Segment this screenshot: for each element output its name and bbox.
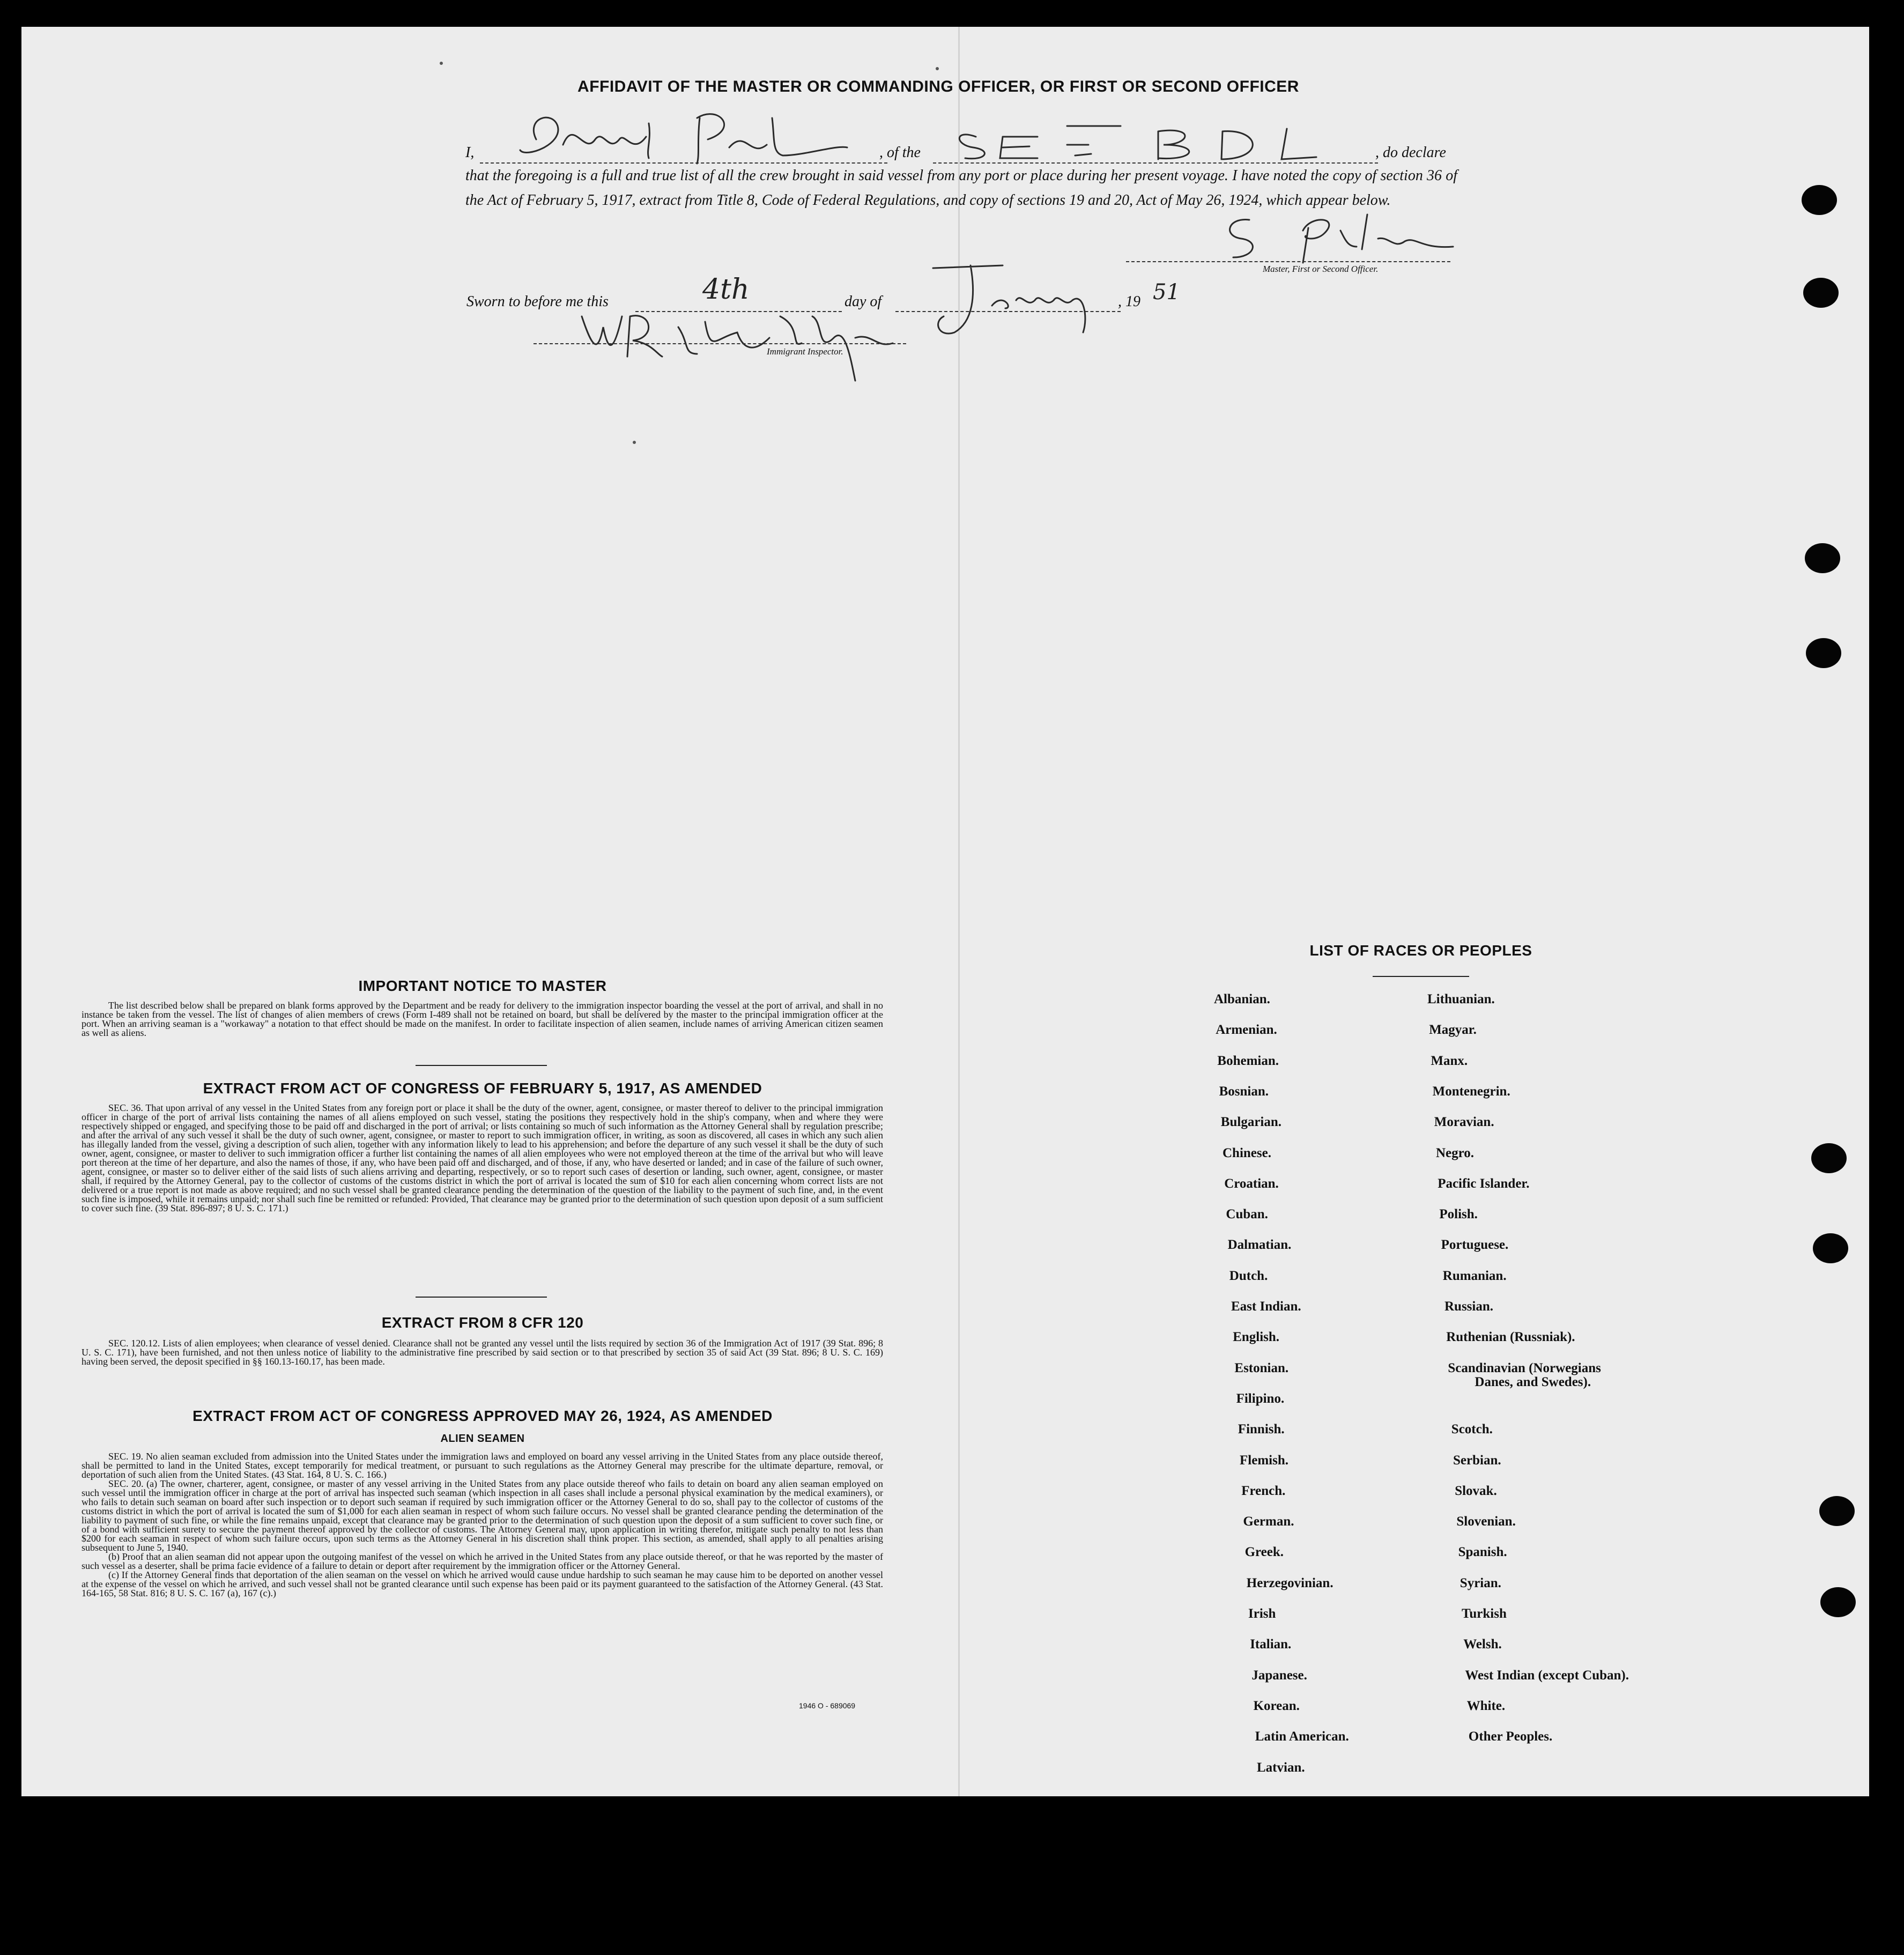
punch-hole bbox=[1803, 278, 1839, 308]
punch-hole bbox=[1802, 185, 1837, 215]
race-item: German. bbox=[1243, 1514, 1294, 1529]
section-20a-text: SEC. 20. (a) The owner, charterer, agent, consignee, or master of any vessel arriving in the United States from any place outside thereof who fails to detain on board any alien seaman employed on such vessel until the immigration officer in charge at the port of arrival has inspected such seaman (which inspection in all cases shall include a personal physical examination by the medical examiners), or who fails to detain such seaman on board after such inspection or to deport such seaman if required by such immigration officer or the Attorney General to do so, shall pay to the collector of customs of the customs district in which the port of arrival is located the sum of $1,000 for each alien seaman in respect of whom such failure occurs. No vessel shall be granted clearance pending the determination of the liability to payment of such fine, or while the fine remains unpaid, except that clearance may be granted prior to the determination of such question upon the deposit of a sum sufficient to cover such fine, or of a bond with sufficient surety to secure the payment thereof approved by the collector of customs. The Attorney General may, upon application in writing therefor, mitigate such penalty to not less than $200 for each seaman in respect of whom such failure occurs, upon such terms as the Attorney General in his discretion shall think proper. This section, as amended, shall apply to all penalties arising subsequent to June 5, 1940. bbox=[82, 1478, 883, 1553]
race-item: Moravian. bbox=[1434, 1115, 1494, 1130]
day-of-label: day of bbox=[844, 293, 882, 310]
race-item: Russian. bbox=[1444, 1299, 1494, 1314]
race-item: Italian. bbox=[1250, 1637, 1292, 1652]
race-item: Rumanian. bbox=[1442, 1268, 1507, 1283]
race-item: Japanese. bbox=[1251, 1668, 1307, 1683]
race-item: Korean. bbox=[1253, 1698, 1300, 1713]
race-item: Herzegovinian. bbox=[1246, 1575, 1333, 1590]
print-number: 1946 O - 689069 bbox=[799, 1701, 856, 1710]
race-item: Scandinavian (Norwegians bbox=[1448, 1360, 1601, 1375]
races-title: LIST OF RACES OR PEOPLES bbox=[1309, 942, 1532, 959]
punch-hole bbox=[1819, 1496, 1855, 1526]
race-item: Serbian. bbox=[1453, 1453, 1501, 1468]
race-item: Turkish bbox=[1462, 1606, 1507, 1621]
race-item: Scotch. bbox=[1451, 1422, 1493, 1437]
race-item: Slovenian. bbox=[1456, 1514, 1516, 1529]
race-item: Pacific Islander. bbox=[1438, 1176, 1530, 1191]
race-item: English. bbox=[1233, 1330, 1280, 1345]
sworn-label: Sworn to before me this bbox=[466, 293, 609, 310]
punch-hole bbox=[1820, 1587, 1856, 1617]
name-handwriting bbox=[515, 107, 858, 166]
extract-1924-subtitle: ALIEN SEAMEN bbox=[440, 1433, 525, 1445]
race-item: Latvian. bbox=[1257, 1760, 1305, 1775]
race-item: Flemish. bbox=[1240, 1453, 1288, 1468]
race-item: Irish bbox=[1248, 1606, 1276, 1621]
year-suffix: 51 bbox=[1153, 280, 1180, 305]
race-item: Estonian. bbox=[1234, 1360, 1289, 1375]
race-item: Lithuanian. bbox=[1427, 992, 1495, 1006]
divider bbox=[416, 1065, 547, 1066]
race-item: Chinese. bbox=[1223, 1145, 1271, 1160]
race-item-continuation: Danes, and Swedes). bbox=[1475, 1374, 1591, 1389]
race-item: Negro. bbox=[1436, 1145, 1475, 1160]
race-item: Cuban. bbox=[1226, 1207, 1268, 1222]
section-20c-text: (c) If the Attorney General finds that deportation of the alien seaman on the vessel on which he arrived would cause undue hardship to such seaman he may cause him to be deported on another vessel at the expense of the vessel on which he arrived, and such vessel shall not be granted clearance until such expense has been paid or its payment guaranteed to the satisfaction of the Attorney General. (43 Stat. 164-165, 58 Stat. 816; 8 U. S. C. 167 (a), 167 (c).) bbox=[82, 1569, 883, 1598]
master-label: Master, First or Second Officer. bbox=[1263, 264, 1379, 274]
race-item: Spanish. bbox=[1458, 1545, 1507, 1560]
sworn-day: 4th bbox=[702, 273, 750, 306]
race-item: East Indian. bbox=[1231, 1299, 1301, 1314]
section-20b-text: (b) Proof that an alien seaman did not appear upon the outgoing manifest of the vessel on which he arrived in the United States from any place outside thereof, or that he was reported by the master of such vessel as a deserter, shall be prima facie evidence of a failure to detain or deport after requirement by the immigration officer or the Attorney General. bbox=[82, 1551, 883, 1571]
race-item: Montenegrin. bbox=[1432, 1084, 1510, 1099]
master-signature-line bbox=[1126, 261, 1450, 262]
year-prefix: , 19 bbox=[1118, 293, 1140, 310]
notice-title: IMPORTANT NOTICE TO MASTER bbox=[358, 978, 607, 994]
affidavit-paragraph: that the foregoing is a full and true list of all the crew brought in said vessel from any port or place during her present voyage. I have noted the copy of section 36 of the Act of February 5, 1917, extract from Title 8, Code of Federal Regulations, and copy of sections 19 and 20, Act of May 26, 1924, which appear below. bbox=[465, 167, 1457, 209]
divider bbox=[1373, 976, 1469, 977]
race-item: Ruthenian (Russniak). bbox=[1446, 1330, 1575, 1345]
punch-hole bbox=[1811, 1143, 1847, 1173]
punch-hole bbox=[1805, 543, 1840, 573]
race-item: Portuguese. bbox=[1441, 1238, 1509, 1253]
section-19-text: SEC. 19. No alien seaman excluded from admission into the United States under the immigration laws and employed on board any vessel arriving in the United States from any place outside thereof, shall be permitted to land in the United States, except temporarily for medical treatment, or pursuant to such regulations as the Attorney General may prescribe for the ultimate departure, removal, or deportation of such alien from the United States. (43 Stat. 164, 8 U. S. C. 166.) bbox=[82, 1451, 883, 1480]
vessel-handwriting bbox=[944, 115, 1319, 164]
race-item: Greek. bbox=[1244, 1545, 1284, 1560]
inspector-signature-line bbox=[534, 343, 906, 344]
race-item: French. bbox=[1241, 1483, 1286, 1498]
race-item: Bohemian. bbox=[1217, 1053, 1279, 1068]
race-item: Armenian. bbox=[1216, 1023, 1277, 1038]
inspector-signature bbox=[576, 306, 898, 386]
speck bbox=[633, 441, 636, 444]
race-item: Latin American. bbox=[1255, 1729, 1349, 1744]
race-item: Other Peoples. bbox=[1468, 1729, 1553, 1744]
race-item: Welsh. bbox=[1463, 1637, 1502, 1652]
notice-text: The list described below shall be prepared on blank forms approved by the Department and be ready for delivery to the immigration inspector boarding the vessel at the port of arrival, and shall in no instance be taken from the vessel. The list of changes of alien members of crews (Form I-489 shall not be retained on board, but shall be delivered by the master to the principal immigration officer at the port. When an arriving seaman is a "workaway" a notation to that effect should be made on the manifest. In order to facilitate inspection of alien seamen, include names of arriving American citizen seamen as well as aliens. bbox=[82, 1000, 883, 1038]
extract-1917-text: SEC. 36. That upon arrival of any vessel in the United States from any foreign port or place it shall be the duty of the owner, agent, consignee, or master thereof to deliver to the principal immigration officer in charge of the port of arrival lists containing the names of all aliens employed on such vessel, stating the positions they respectively hold in the ship's company, when and where they were respectively shipped or engaged, and specifying those to be paid off and discharged in the port of arrival; or lists containing so much of such information as the Attorney General shall by regulation prescribe; and after the arrival of any such vessel it shall be the duty of such owner, agent, consignee, or master to report to such immigration officer, in writing, as soon as discovered, all cases in which any such alien has illegally landed from the vessel, giving a description of such alien, together with any information likely to lead to his apprehension; and before the departure of any such vessel it shall be the duty of such owner, agent, consignee, or master to deliver to such immigration officer a further list containing the names of all alien employees who were not employed thereon at the time of the arrival but who will leave port thereon at the time of her departure, and also the names of those, if any, who have been paid off and discharged, and of those, if any, who have deserted or landed; and in case of the failure of such owner, agent, consignee, or master so to deliver either of the said lists of such aliens arriving and departing, respectively, or so to report such cases of desertion or landing, such owner, agent, consignee, or master shall, if required by the Attorney General, pay to the collector of customs of the customs district in which the port of arrival is located the sum of $10 for each alien concerning whom correct lists are not delivered or a true report is not made as above required; and no such vessel shall be granted clearance pending the determination of the question of the liability to the payment of such fine, and, in the event such fine is imposed, while it remains unpaid; nor shall such fine be remitted or refunded: Provided, That clearance may be granted prior to the determination of such question upon deposit of a sum sufficient to cover such fine. (39 Stat. 896-897; 8 U. S. C. 171.) bbox=[82, 1102, 883, 1213]
race-item: Bulgarian. bbox=[1220, 1115, 1282, 1130]
race-item: Filipino. bbox=[1236, 1391, 1285, 1406]
extract-1924-body bbox=[82, 1452, 883, 1598]
extract-cfr-text: SEC. 120.12. Lists of alien employees; when clearance of vessel denied. Clearance shall not be granted any vessel until the lists required by section 36 of the Immigration Act of 1917 (39 Stat. 896; 8 U. S. C. 171), have been furnished, and not then unless notice of liability to the administrative fine prescribed by said section or to that prescribed by section 35 of said Act (39 Stat. 896; 8 U. S. C. 169) having been served, the deposit specified in §§ 160.13-160.17, has been made. bbox=[82, 1338, 883, 1367]
race-item: West Indian (except Cuban). bbox=[1465, 1668, 1629, 1683]
race-item: Dutch. bbox=[1229, 1268, 1268, 1283]
race-item: Albanian. bbox=[1214, 992, 1270, 1006]
punch-hole bbox=[1806, 638, 1841, 668]
race-item: Bosnian. bbox=[1219, 1084, 1269, 1099]
do-declare-label: , do declare bbox=[1375, 144, 1446, 161]
race-item: White. bbox=[1466, 1698, 1506, 1713]
extract-1917-title: EXTRACT FROM ACT OF CONGRESS OF FEBRUARY 5, 1917, AS AMENDED bbox=[203, 1080, 762, 1097]
race-item: Finnish. bbox=[1238, 1422, 1285, 1437]
of-the-label: , of the bbox=[879, 144, 921, 161]
sworn-month bbox=[922, 257, 1115, 338]
extract-1924-title: EXTRACT FROM ACT OF CONGRESS APPROVED MAY 26, 1924, AS AMENDED bbox=[192, 1408, 773, 1424]
race-item: Magyar. bbox=[1429, 1023, 1477, 1038]
race-item: Croatian. bbox=[1224, 1176, 1279, 1191]
i-label: I, bbox=[465, 144, 475, 161]
inspector-label: Immigrant Inspector. bbox=[767, 346, 843, 357]
race-item: Syrian. bbox=[1460, 1575, 1501, 1590]
race-item: Manx. bbox=[1431, 1053, 1468, 1068]
speck bbox=[440, 62, 443, 65]
race-item: Polish. bbox=[1439, 1207, 1478, 1222]
race-item: Dalmatian. bbox=[1227, 1238, 1292, 1253]
affidavit-title: AFFIDAVIT OF THE MASTER OR COMMANDING OFFICER, OR FIRST OR SECOND OFFICER bbox=[577, 78, 1299, 95]
divider bbox=[416, 1297, 547, 1298]
extract-cfr-title: EXTRACT FROM 8 CFR 120 bbox=[381, 1314, 584, 1331]
race-item: Slovak. bbox=[1455, 1483, 1497, 1498]
speck bbox=[936, 67, 939, 70]
punch-hole bbox=[1813, 1233, 1848, 1263]
master-signature bbox=[1217, 209, 1453, 268]
